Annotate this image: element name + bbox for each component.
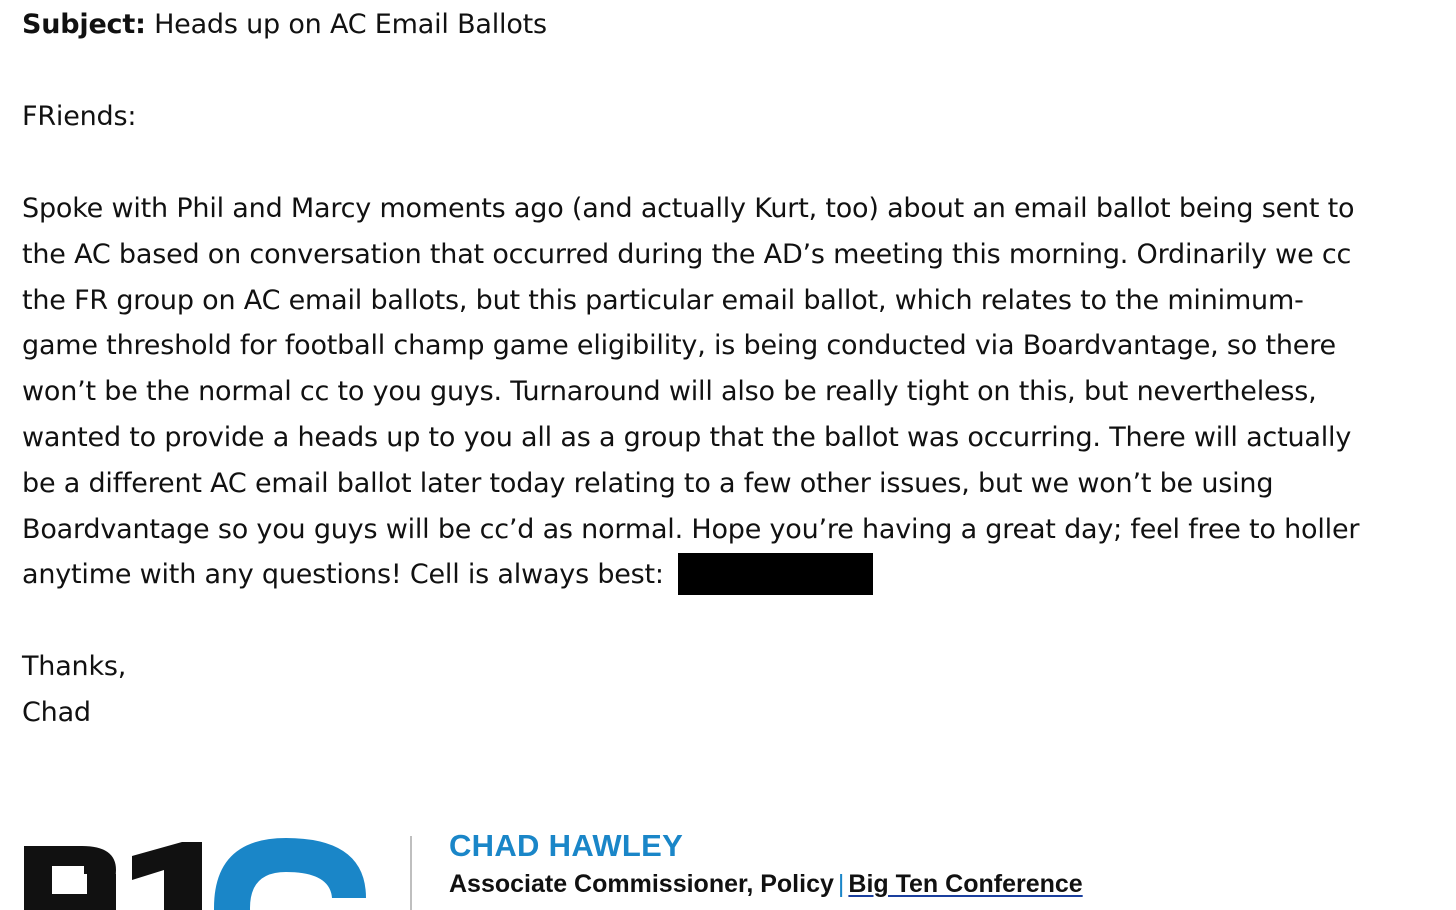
sender-first-name: Chad	[22, 697, 91, 729]
message-paragraph	[22, 186, 1432, 598]
message-line: won’t be the normal cc to you guys. Turnaround will also be really tight on this, but nevertheless,	[22, 376, 1317, 408]
closing-text: Thanks,	[22, 651, 127, 683]
message-line: game threshold for football champ game eligibility, is being conducted via Boardvantage, so there	[22, 330, 1336, 362]
message-line: the AC based on conversation that occurred during the AD’s meeting this morning. Ordinarily we cc	[22, 238, 1352, 270]
message-line-text: anytime with any questions! Cell is always best:	[22, 559, 664, 591]
signature-name: CHAD HAWLEY	[449, 828, 684, 863]
signature-divider	[410, 836, 412, 910]
signature-title-line	[449, 870, 1083, 899]
message-line: Spoke with Phil and Marcy moments ago (and actually Kurt, too) about an email ballot being sent to	[22, 193, 1355, 224]
subject-line	[22, 2, 1432, 48]
big-ten-logo	[24, 836, 374, 910]
message-line: the FR group on AC email ballots, but this particular email ballot, which relates to the minimum-	[22, 284, 1304, 316]
redacted-phone-number	[678, 553, 873, 595]
subject-text: Heads up on AC Email Ballots	[154, 9, 547, 40]
big-ten-logo-graphic	[24, 836, 374, 910]
message-line: wanted to provide a heads up to you all as a group that the ballot was occurring. There will actually	[22, 421, 1352, 453]
closing-block	[22, 644, 1432, 736]
message-line: Boardvantage so you guys will be cc’d as normal. Hope you’re having a great day; feel free to holler	[22, 513, 1360, 545]
subject-label: Subject:	[22, 9, 146, 40]
email-body	[22, 0, 1432, 736]
organization-link[interactable]: Big Ten Conference	[848, 870, 1083, 898]
signature-separator: |	[837, 870, 845, 898]
message-line-last	[22, 552, 1432, 598]
greeting: FRiends:	[22, 101, 137, 132]
signature-title: Associate Commissioner, Policy	[449, 870, 834, 898]
message-line: be a different AC email ballot later today relating to a few other issues, but we won’t be using	[22, 467, 1274, 499]
